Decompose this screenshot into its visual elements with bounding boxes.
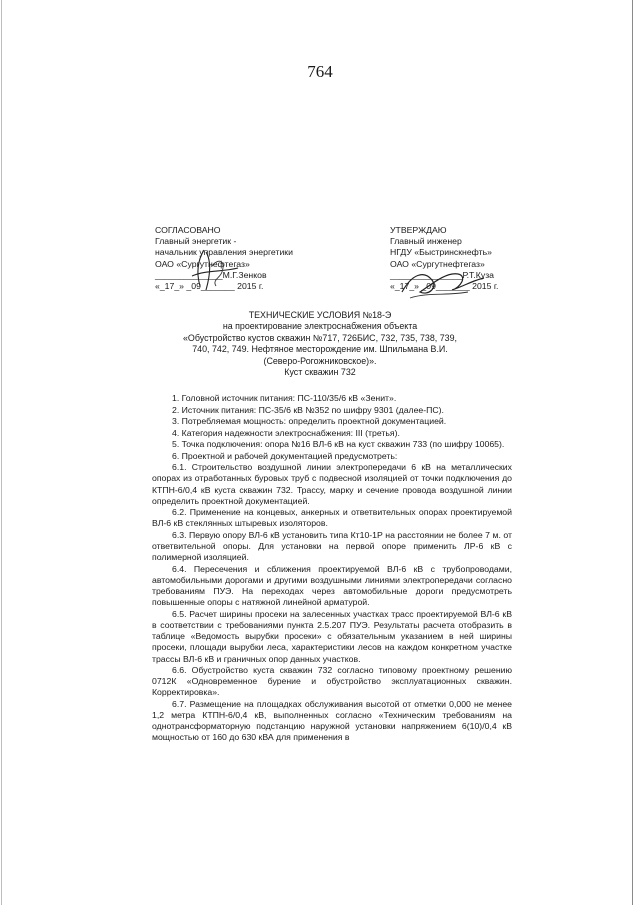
heading-object-line2: 740, 742, 749. Нефтяное месторождение им. Шпильмана В.И. [192, 344, 448, 355]
condition-item: 2. Источник питания: ПС-35/6 кВ №352 по шифру 9301 (далее-ПС). [172, 404, 444, 415]
approval-block-left [155, 225, 320, 292]
condition-item: 6.4. Пересечения и сближения проектируемой ВЛ-6 кВ с трубопроводами, автомобильными дорогами и другими воздушными линиями электропередачи согласно требованиям ПУЭ. На переходах через автомобильные дороги предусмотреть повышенные опоры с натяжной линейной арматурой. [152, 563, 512, 608]
condition-item: 6.1. Строительство воздушной линии электропередачи 6 кВ на металлических опорах из отработанных буровых труб с подвесной изоляцией от точки подключения до КТПН-6/0,4 кВ куста скважин 732. Трассу, марку и сечение провода воздушной линии определить проектной документацией. [152, 462, 512, 506]
approval-block-right [390, 225, 540, 292]
approval-left-line1: Главный энергетик - [155, 236, 237, 247]
approval-right-signer: _______________Р.Т.Куза [390, 269, 495, 280]
page-number: 764 [307, 62, 333, 81]
condition-item: 3. Потребляемая мощность: определить проектной документацией. [172, 416, 447, 427]
heading-subject: на проектирование электроснабжения объекта [222, 321, 418, 332]
right-scan-edge [632, 0, 633, 905]
approval-right-title: УТВЕРЖДАЮ [390, 225, 447, 235]
conditions-list [152, 393, 512, 744]
approval-left-date: «_17_» _09_______ 2015 г. [155, 281, 264, 292]
approval-left-line3: ОАО «Сургутнефтегаз» [155, 258, 250, 269]
left-scan-edge [1, 0, 2, 905]
approval-left-signer: ______________М.Г.Зенков [155, 269, 267, 280]
condition-item: 6.5. Расчет ширины просеки на залесенных участках трасс проектируемой ВЛ-6 кВ в соответствии с требованиями пункта 2.5.207 ПУЭ. Результаты расчета отобразить в таблице «Ведомость вырубки просеки» с обязательным указанием в ней ширины просеки, площади вырубки леса, характеристики лесов на каждом конкретном участке трассы ВЛ-6 кВ и граничных опор данных участков. [152, 608, 512, 664]
approval-right-date: «_17_» _09_______ 2015 г. [390, 281, 499, 292]
document-heading [150, 310, 490, 378]
condition-item: 4. Категория надежности электроснабжения: III (третья). [172, 427, 400, 438]
heading-title: ТЕХНИЧЕСКИЕ УСЛОВИЯ №18-Э [248, 310, 392, 320]
condition-item: 6.7. Размещение на площадках обслуживания высотой от отметки 0,000 не менее 1,2 метра КТПН-6/0,4 кВ, выполненных согласно «Техническим требованиям на однотрансформаторную подстанцию наружной установки напряжением 6(10)/0,4 кВ мощностью от 160 до 630 кВА для применения в [152, 698, 512, 743]
condition-item: 6. Проектной и рабочей документацией предусмотреть: [172, 450, 398, 461]
approval-right-line1: Главный инженер [390, 236, 462, 247]
condition-item: 6.2. Применение на концевых, анкерных и ответвительных опорах проектируемой ВЛ-6 кВ стеклянных штыревых изоляторов. [152, 507, 512, 529]
condition-item: 6.3. Первую опору ВЛ-6 кВ установить типа Кт10-1Р на расстоянии не более 7 м. от ответвительной опоры. Для установки на первой опоре применить ЛР-6 кВ с полимерной изоляцией. [152, 530, 512, 563]
heading-object-line3: (Северо-Рогожниковское)». [263, 355, 377, 366]
condition-item: 5. Точка подключения: опора №16 ВЛ-6 кВ на куст скважин 733 (по шифру 10065). [172, 439, 505, 450]
approval-right-line2: НГДУ «Быстринскнефть» [390, 247, 492, 258]
condition-item: 6.6. Обустройство куста скважин 732 согласно типовому проектному решению 0712К «Одновременное бурение и обустройство эксплуатационных скважин. Корректировка». [152, 665, 512, 698]
approval-left-title: СОГЛАСОВАНО [155, 225, 221, 235]
heading-well-pad: Куст скважин 732 [284, 367, 356, 378]
condition-item: 1. Головной источник питания: ПС-110/35/6 кВ «Зенит». [172, 393, 397, 403]
approval-right-line3: ОАО «Сургутнефтегаз» [390, 258, 485, 269]
approval-left-line2: начальник управления энергетики [155, 247, 293, 258]
heading-object-line1: «Обустройство кустов скважин №717, 726БИС, 732, 735, 738, 739, [183, 332, 457, 343]
